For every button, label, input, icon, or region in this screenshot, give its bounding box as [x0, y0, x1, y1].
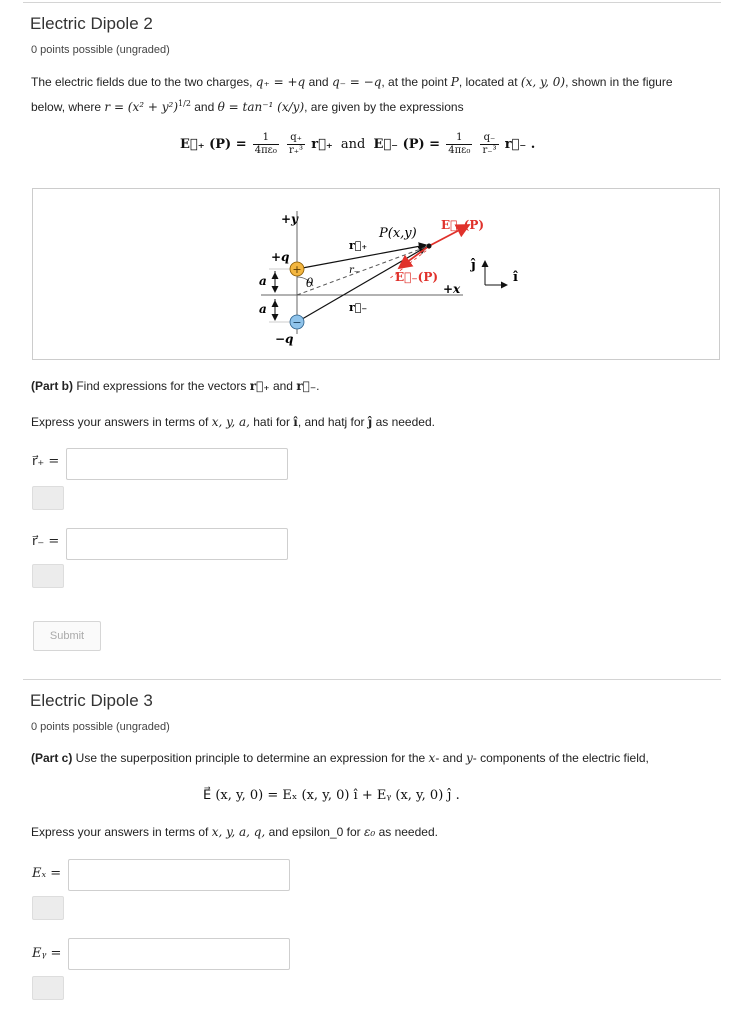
label-a-upper: a [259, 274, 267, 288]
r-plus-input[interactable] [66, 448, 288, 480]
label-i-hat: î [513, 270, 518, 285]
points-possible-3: 0 points possible (ungraded) [31, 721, 170, 733]
label-a-lower: a [259, 302, 267, 316]
section-divider [23, 679, 721, 680]
label-r-plus: r⃗₊ [349, 239, 368, 252]
label-r-minus: r⃗₋ [349, 301, 368, 314]
superposition-equation: E⃗ (x, y, 0) = Eₓ (x, y, 0) î + Eᵧ (x, y, 0) ĵ . [203, 788, 460, 803]
label-r-plus-input: r⃗₊ = [32, 454, 60, 469]
svg-text:+: + [292, 263, 302, 276]
ex-input[interactable] [68, 859, 290, 891]
point-p [427, 244, 432, 249]
part-b-prompt: (Part b) Find expressions for the vectors r⃗₊ and r⃗₋. [31, 379, 320, 393]
label-theta: θ [306, 276, 314, 290]
part-c-instructions: Express your answers in terms of x, y, a, q, and epsilon_0 for ε₀ as needed. [31, 825, 438, 839]
ey-preview-button[interactable] [32, 976, 64, 1000]
svg-text:−: − [292, 316, 302, 329]
label-plus-x: +x [443, 282, 461, 296]
label-point-p: P(x,y) [379, 226, 417, 241]
part-c-prompt: (Part c) Use the superposition principle to determine an expression for the x- and y- components of the electric field, [31, 751, 649, 765]
dipole-diagram [33, 189, 721, 361]
problem-title-dipole-3: Electric Dipole 3 [30, 691, 153, 710]
label-minus-q: −q [275, 332, 294, 346]
top-divider [23, 2, 721, 3]
label-plus-y: +y [281, 212, 299, 226]
label-r-minus-input: r⃗₋ = [32, 534, 60, 549]
r-minus-input[interactable] [66, 528, 288, 560]
r-minus-preview-button[interactable] [32, 564, 64, 588]
points-possible: 0 points possible (ungraded) [31, 44, 170, 56]
submit-button[interactable]: Submit [33, 621, 101, 651]
part-b-instructions: Express your answers in terms of x, y, a, hati for î, and hatj for ĵ as needed. [31, 415, 435, 429]
label-j-hat: ĵ [471, 258, 476, 273]
problem-statement: The electric fields due to the two charges, q₊ = +q and q₋ = −q, at the point P, located at (x, y, 0), shown in the figure below, where $r = (x^2 + y^2)^{1/2}$ and θ = tan⁻¹ (x/y), are given by the expressions [31, 75, 673, 114]
label-e-plus: E⃗₊(P) [441, 218, 485, 232]
label-ex-input: Eₓ = [32, 866, 62, 881]
field-equations: E⃗₊ (P) = $\frac{1}{\text{4πε₀}}$ $\frac{q_+}{\text{r₊³}}$ r⃗₊ and E⃗₋ (P) = $\frac{1}{\text{4πε₀}}$ $\frac{q_-}{\text{r₋³}}$ r⃗₋ . [180, 132, 536, 156]
label-ey-input: Eᵧ = [32, 946, 62, 961]
label-e-minus: E⃗₋(P) [395, 270, 439, 284]
dipole-figure [32, 188, 720, 360]
problem-title-dipole-2: Electric Dipole 2 [30, 14, 153, 33]
ex-preview-button[interactable] [32, 896, 64, 920]
ey-input[interactable] [68, 938, 290, 970]
label-plus-q: +q [271, 250, 290, 264]
r-plus-preview-button[interactable] [32, 486, 64, 510]
label-r-minus-dashed: r₋ [349, 265, 360, 276]
